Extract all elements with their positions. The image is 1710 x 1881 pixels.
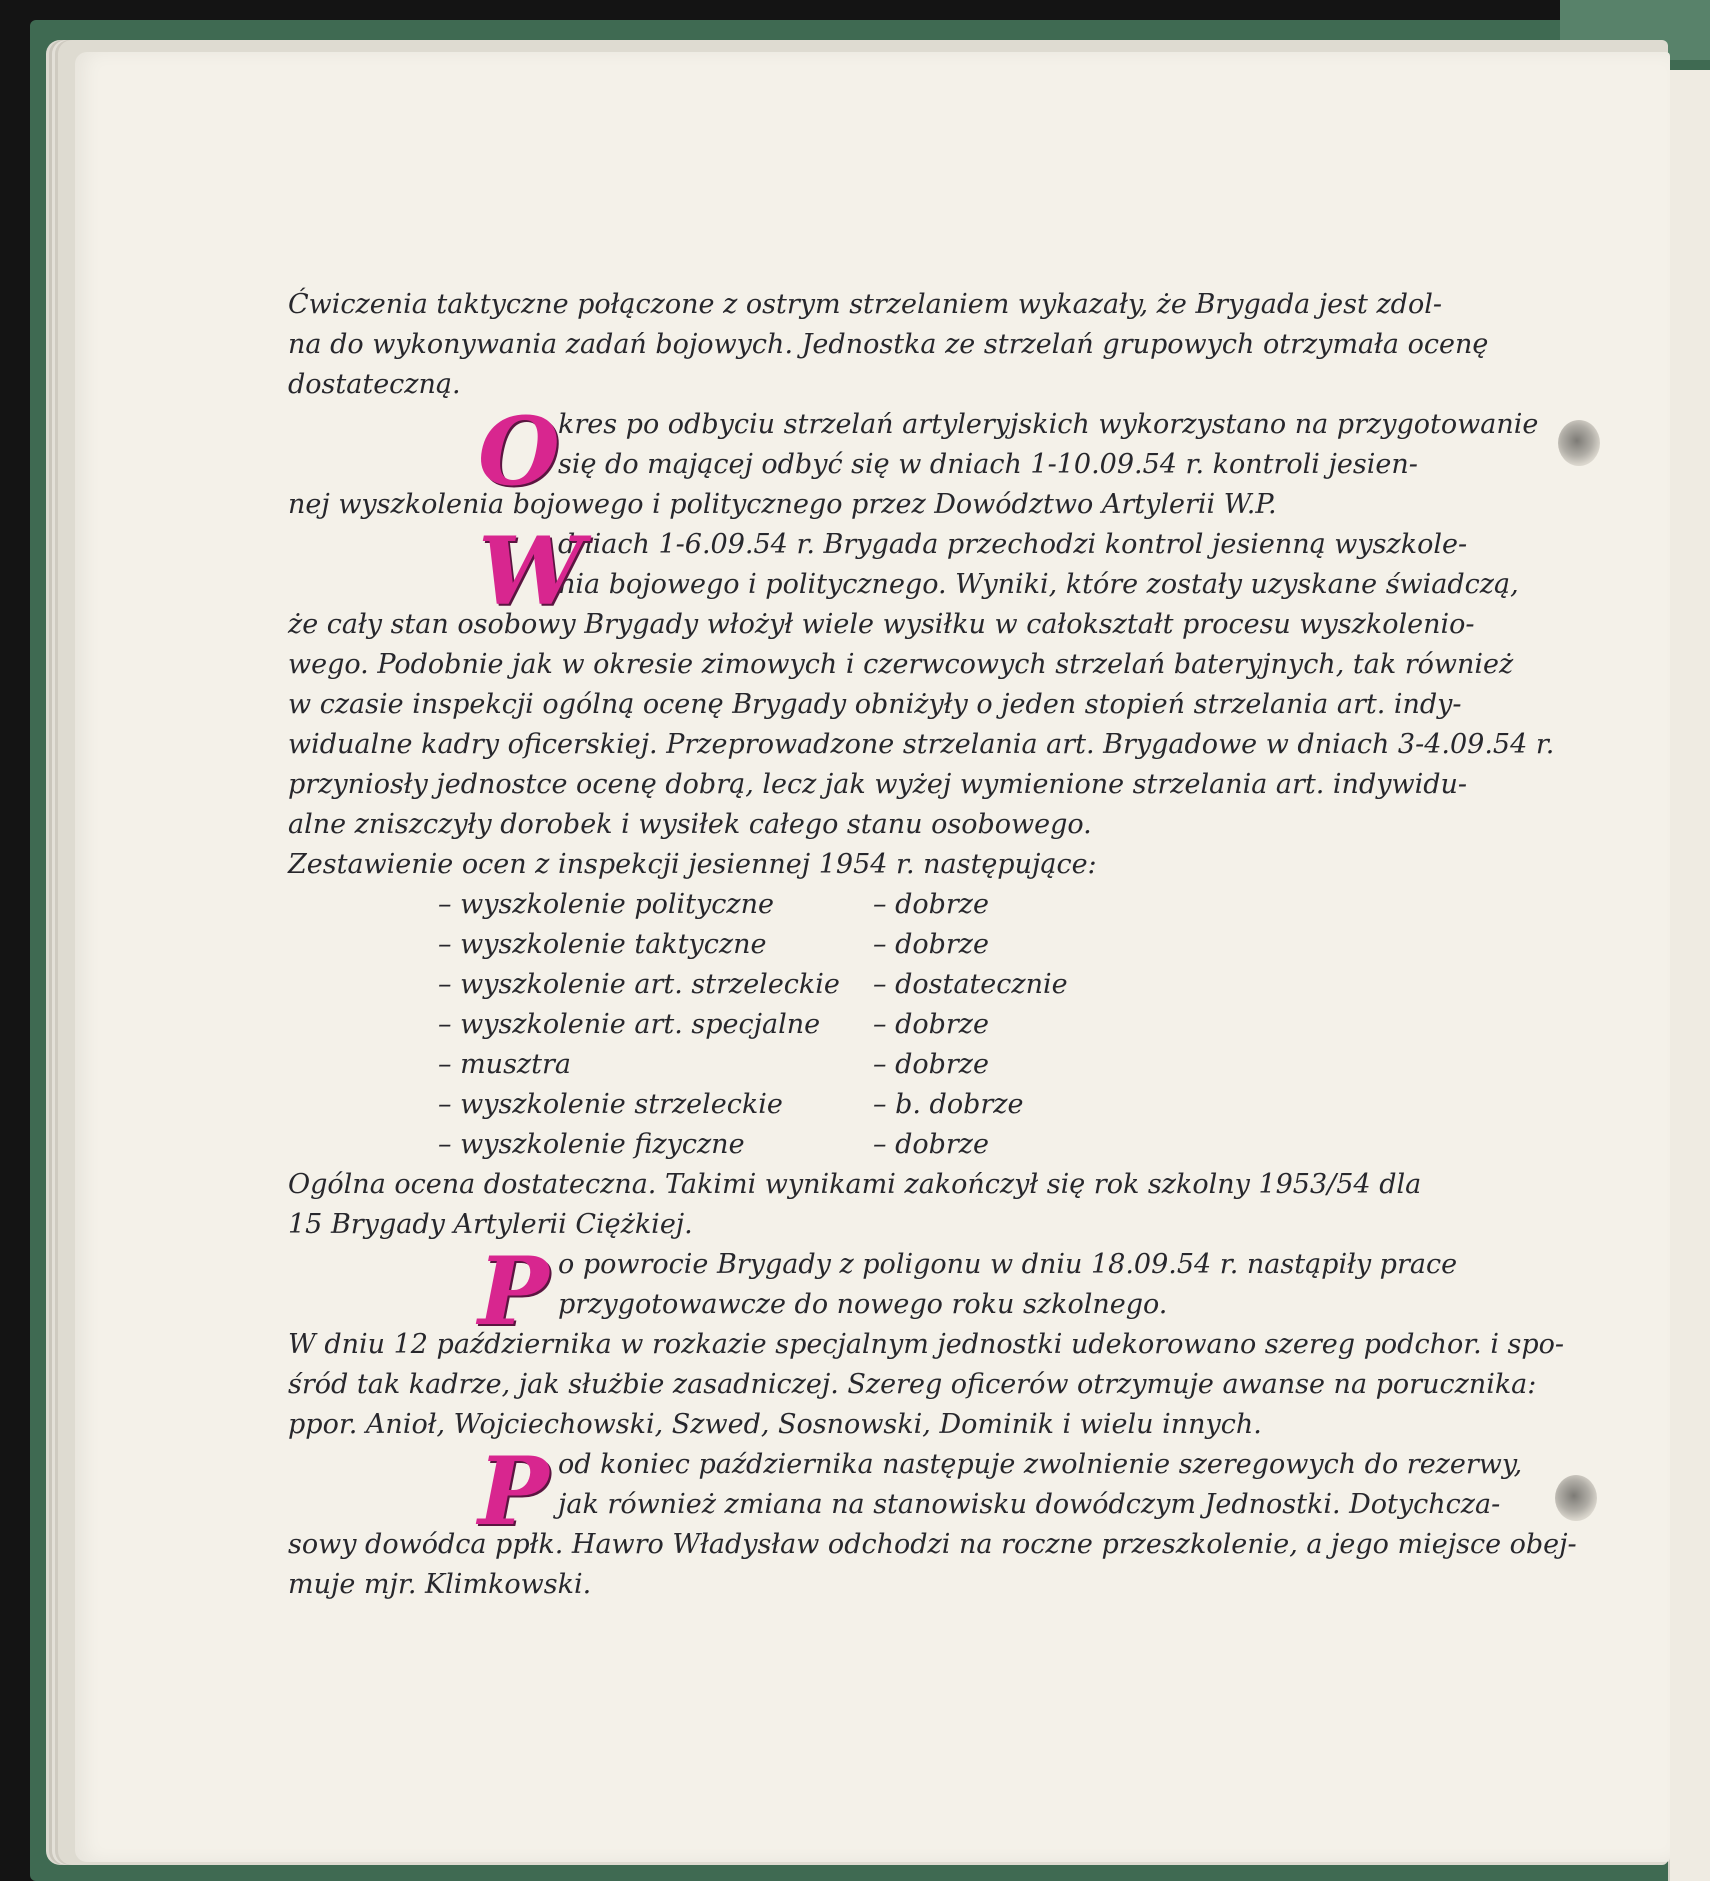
text-line: Ogólna ocena dostateczna. Takimi wynikami zakończył się rok szkolny 1953/54 dla xyxy=(288,1169,1422,1200)
grade-row xyxy=(438,965,1628,1005)
text-line: przygotowawcze do nowego roku szkolnego. xyxy=(558,1289,1168,1320)
text-line: przyniosły jednostce ocenę dobrą, lecz jak wyżej wymienione strzelania art. indywidu- xyxy=(288,769,1468,800)
paragraph-3 xyxy=(288,517,1555,845)
decorative-initial-p: P xyxy=(478,1437,549,1547)
paragraph-4 xyxy=(288,1165,1478,1245)
punch-hole-top xyxy=(1558,420,1600,466)
text-line: że cały stan osobowy Brygady włożył wiele wysiłku w całokształt procesu wyszkolenio- xyxy=(288,609,1475,640)
next-page-edge xyxy=(1668,70,1710,1881)
grade-row xyxy=(438,1045,1628,1085)
text-line: widualne kadry oficerskiej. Przeprowadzone strzelania art. Brygadowe w dniach 3-4.09.54 r. xyxy=(288,729,1555,760)
grade-value: – dostatecznie xyxy=(873,969,1068,1000)
text-line: dostateczną. xyxy=(288,369,461,400)
grade-value: – dobrze xyxy=(873,889,990,920)
text-line: nia bojowego i politycznego. Wyniki, które zostały uzyskane świadczą, xyxy=(558,569,1519,600)
text-line: o powrocie Brygady z poligonu w dniu 18.09.54 r. nastąpiły prace xyxy=(558,1249,1458,1280)
text-line: śród tak kadrze, jak służbie zasadniczej. Szereg oficerów otrzymuje awanse na porucznika: xyxy=(288,1369,1537,1400)
text-line: na do wykonywania zadań bojowych. Jednostka ze strzelań grupowych otrzymała ocenę xyxy=(288,329,1489,360)
decorative-initial-p: P xyxy=(478,1237,549,1347)
text-line: ppor. Anioł, Wojciechowski, Szwed, Sosnowski, Dominik i wielu innych. xyxy=(288,1409,1262,1440)
text-line: wego. Podobnie jak w okresie zimowych i czerwcowych strzelań bateryjnych, tak również xyxy=(288,649,1514,680)
grade-subject: – wyszkolenie fizyczne xyxy=(438,1129,745,1160)
grade-row xyxy=(438,1125,1628,1165)
text-line: nej wyszkolenia bojowego i politycznego przez Dowództwo Artylerii W.P. xyxy=(288,489,1277,520)
text-line: sowy dowódca ppłk. Hawro Władysław odchodzi na roczne przeszkolenie, a jego miejsce obej- xyxy=(288,1529,1577,1560)
text-line: się do mającej odbyć się w dniach 1-10.09.54 r. kontroli jesien- xyxy=(558,449,1418,480)
grade-subject: – wyszkolenie polityczne xyxy=(438,889,774,920)
grade-value: – b. dobrze xyxy=(873,1089,1024,1120)
grade-row xyxy=(438,1085,1628,1125)
grade-subject: – wyszkolenie art. strzeleckie xyxy=(438,969,840,1000)
text-line: dniach 1-6.09.54 r. Brygada przechodzi kontrol jesienną wyszkole- xyxy=(558,529,1468,560)
text-line: od koniec października następuje zwolnienie szeregowych do rezerwy, xyxy=(558,1449,1523,1480)
grade-subject: – wyszkolenie taktyczne xyxy=(438,929,767,960)
paragraph-6 xyxy=(288,1325,1565,1445)
grades-list xyxy=(288,885,1628,1165)
text-line: w czasie inspekcji ogólną ocenę Brygady obniżyły o jeden stopień strzelania art. indy- xyxy=(288,689,1462,720)
grade-value: – dobrze xyxy=(873,1009,990,1040)
summary-intro: Zestawienie ocen z inspekcji jesiennej 1954 r. następujące: xyxy=(288,849,1097,880)
paragraph-7 xyxy=(288,1437,1577,1605)
grade-subject: – wyszkolenie art. specjalne xyxy=(438,1009,821,1040)
grade-subject: – musztra xyxy=(438,1049,572,1080)
decorative-initial-o: O xyxy=(478,397,560,507)
grade-subject: – wyszkolenie strzeleckie xyxy=(438,1089,783,1120)
text-line: kres po odbyciu strzelań artyleryjskich wykorzystano na przygotowanie xyxy=(558,409,1539,440)
grade-row xyxy=(438,1005,1628,1045)
grade-value: – dobrze xyxy=(873,1049,990,1080)
text-line: muje mjr. Klimkowski. xyxy=(288,1569,592,1600)
decorative-initial-w: W xyxy=(478,517,584,627)
text-line: 15 Brygady Artylerii Ciężkiej. xyxy=(288,1209,693,1240)
text-line: jak również zmiana na stanowisku dowódczym Jednostki. Dotychcza- xyxy=(558,1489,1501,1520)
grade-value: – dobrze xyxy=(873,929,990,960)
grade-row xyxy=(438,885,1628,925)
paragraph-2 xyxy=(288,397,1539,525)
grade-value: – dobrze xyxy=(873,1129,990,1160)
punch-hole-bottom xyxy=(1555,1475,1597,1521)
text-line: alne zniszczyły dorobek i wysiłek całego stanu osobowego. xyxy=(288,809,1092,840)
text-line: W dniu 12 października w rozkazie specjalnym jednostki udekorowano szereg podchor. i spo- xyxy=(288,1329,1565,1360)
grade-row xyxy=(438,925,1628,965)
paragraph-1 xyxy=(288,285,1489,405)
text-line: Ćwiczenia taktyczne połączone z ostrym strzelaniem wykazały, że Brygada jest zdol- xyxy=(288,289,1442,320)
chronicle-text xyxy=(288,285,1577,1605)
